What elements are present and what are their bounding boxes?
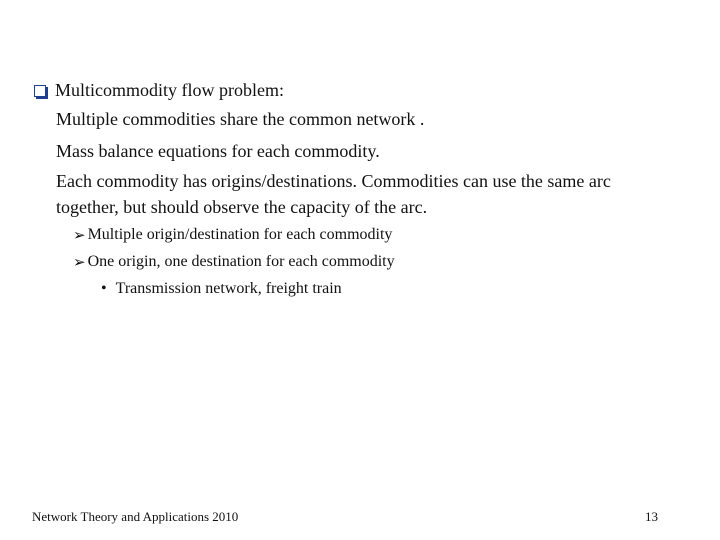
body-line: Mass balance equations for each commodity. xyxy=(56,141,380,161)
checkbox-bullet-icon xyxy=(34,85,46,97)
footer-title: Network Theory and Applications 2010 xyxy=(32,509,239,524)
arrow-bullet-icon: ➢ xyxy=(73,253,86,271)
arrow-bullet-icon: ➢ xyxy=(73,226,86,244)
subsub-list-item-label: Transmission network, freight train xyxy=(115,280,342,297)
sub-list-item-label: One origin, one destination for each commodity xyxy=(87,253,395,270)
sub-list-item xyxy=(73,226,392,244)
body-line: Multiple commodities share the common network . xyxy=(56,109,425,129)
body-line: together, but should observe the capacity of the arc. xyxy=(56,197,428,217)
sub-list-item xyxy=(73,253,395,271)
page-number: 13 xyxy=(645,509,658,524)
slide-heading: Multicommodity flow problem: xyxy=(55,80,284,100)
body-line: Each commodity has origins/destinations. Commodities can use the same arc xyxy=(56,171,611,191)
sub-list-item-label: Multiple origin/destination for each commodity xyxy=(87,226,393,243)
dot-bullet-icon: • xyxy=(101,280,107,297)
heading-row xyxy=(34,80,284,101)
subsub-list-item xyxy=(101,280,342,298)
